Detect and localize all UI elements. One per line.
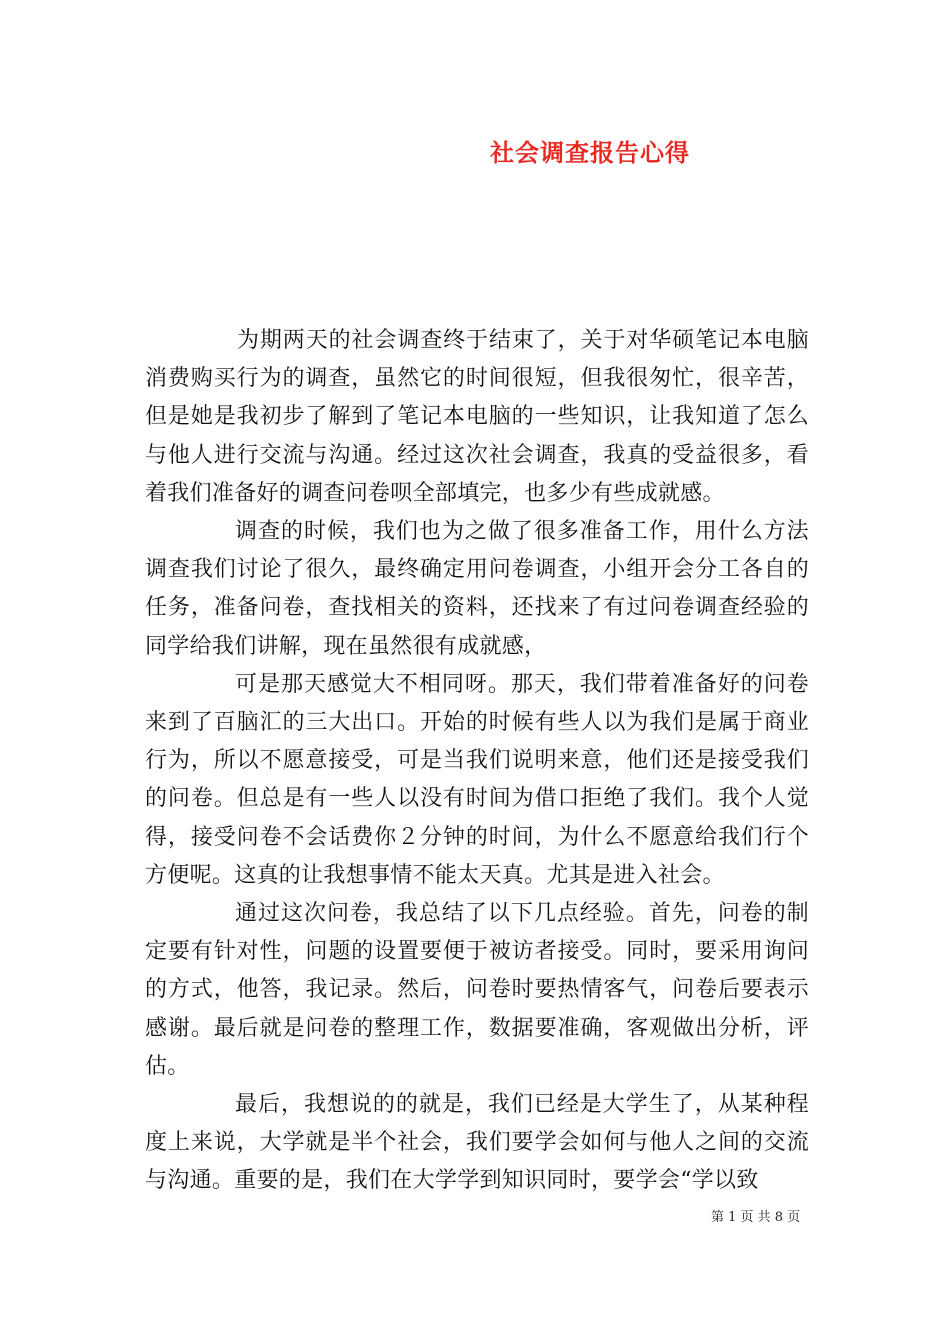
document-body [145, 322, 809, 1201]
paragraph-1: 为期两天的社会调查终于结束了，关于对华硕笔记本电脑消费购买行为的调查，虽然它的时间很短，但我很匆忙，很辛苦，但是她是我初步了解到了笔记本电脑的一些知识，让我知道了怎么与他人进行交流与沟通。经过这次社会调查，我真的受益很多，看着我们准备好的调查问卷呗全部填完，也多少有些成就感。 [145, 328, 809, 506]
page-number-footer: 第 1 页 共 8 页 [711, 1210, 801, 1225]
paragraph-3: 可是那天感觉大不相同呀。那天，我们带着准备好的问卷来到了百脑汇的三大出口。开始的时候有些人以为我们是属于商业行为，所以不愿意接受，可是当我们说明来意，他们还是接受我们的问卷。但总是有一些人以没有时间为借口拒绝了我们。我个人觉得，接受问卷不会话费你２分钟的时间，为什么不愿意给我们行个方便呢。这真的让我想事情不能太天真。尤其是进入社会。 [145, 671, 809, 888]
paragraph-2: 调查的时候，我们也为之做了很多准备工作，用什么方法调查我们讨论了很久，最终确定用问卷调查，小组开会分工各自的任务，准备问卷，查找相关的资料，还找来了有过问卷调查经验的同学给我们讲解，现在虽然很有成就感， [145, 519, 809, 659]
paragraph-4: 通过这次问卷，我总结了以下几点经验。首先，问卷的制定要有针对性，问题的设置要便于被访者接受。同时，要采用询问的方式，他答，我记录。然后，问卷时要热情客气，问卷后要表示感谢。最后就是问卷的整理工作，数据要准确，客观做出分析，评估。 [145, 901, 809, 1079]
paragraph-5: 最后，我想说的的就是，我们已经是大学生了，从某种程度上来说，大学就是半个社会，我们要学会如何与他人之间的交流与沟通。重要的是，我们在大学学到知识同时，要学会“学以致 [145, 1092, 809, 1194]
document-title: 社会调查报告心得 [490, 138, 690, 167]
